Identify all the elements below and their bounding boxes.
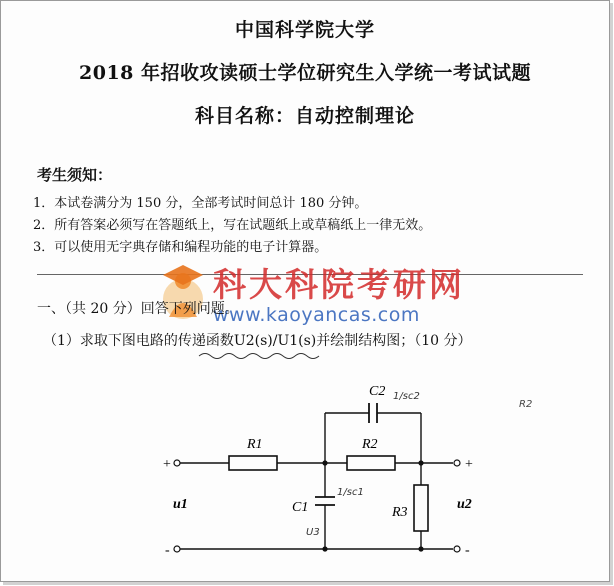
label-minus-right: - [465,543,470,558]
watermark [213,259,465,326]
notice-heading: 考生须知： [37,166,113,184]
label-plus-right: + [465,457,473,472]
label-c2: C2 [369,384,386,399]
resistor-r1 [229,456,277,470]
circuit-diagram [151,361,571,571]
handwritten-c2-note: 1/sc2 [393,391,420,402]
terminal-bottom-right [454,546,460,552]
terminal-top-right [454,460,460,466]
notice-item: 2．所有答案必须写在答题纸上，写在试题纸上或草稿纸上一律无效。 [33,218,432,233]
label-plus-left: + [163,457,171,472]
label-u1: u1 [173,497,188,512]
university-title: 中国科学院大学 [234,19,375,41]
label-c1: C1 [292,500,309,515]
label-u2: u2 [457,497,472,512]
resistor-r3 [414,485,428,531]
notice-item: 3．可以使用无字典存储和编程功能的电子计算器。 [33,240,328,255]
watermark-title: 科大科院考研网 [213,265,465,304]
question-item-1: （1）求取下图电路的传递函数U2(s)/U1(s)并绘制结构图；（10 分） [43,333,472,349]
notice-item: 1．本试卷满分为 150 分，全部考试时间总计 180 分钟。 [33,196,368,211]
terminal-bottom-left [174,546,180,552]
notice-list [33,193,431,259]
terminal-top-left [174,460,180,466]
handwritten-c1-note: 1/sc1 [337,487,364,498]
label-r3: R3 [392,505,408,520]
resistor-r2 [347,456,395,470]
exam-title: 2018 年招收攻读硕士学位研究生入学统一考试试题 [79,62,531,84]
question-section: 一、（共 20 分）回答下列问题。 [37,301,239,317]
label-r1: R1 [247,437,263,452]
label-r2: R2 [362,437,378,452]
handwritten-r2-note: R2 [519,399,533,410]
watermark-url: www.kaoyancas.com [213,304,420,326]
label-minus-left: - [165,543,170,558]
subject-title: 科目名称：自动控制理论 [194,105,415,127]
handwritten-u3-note: U3 [306,527,320,538]
